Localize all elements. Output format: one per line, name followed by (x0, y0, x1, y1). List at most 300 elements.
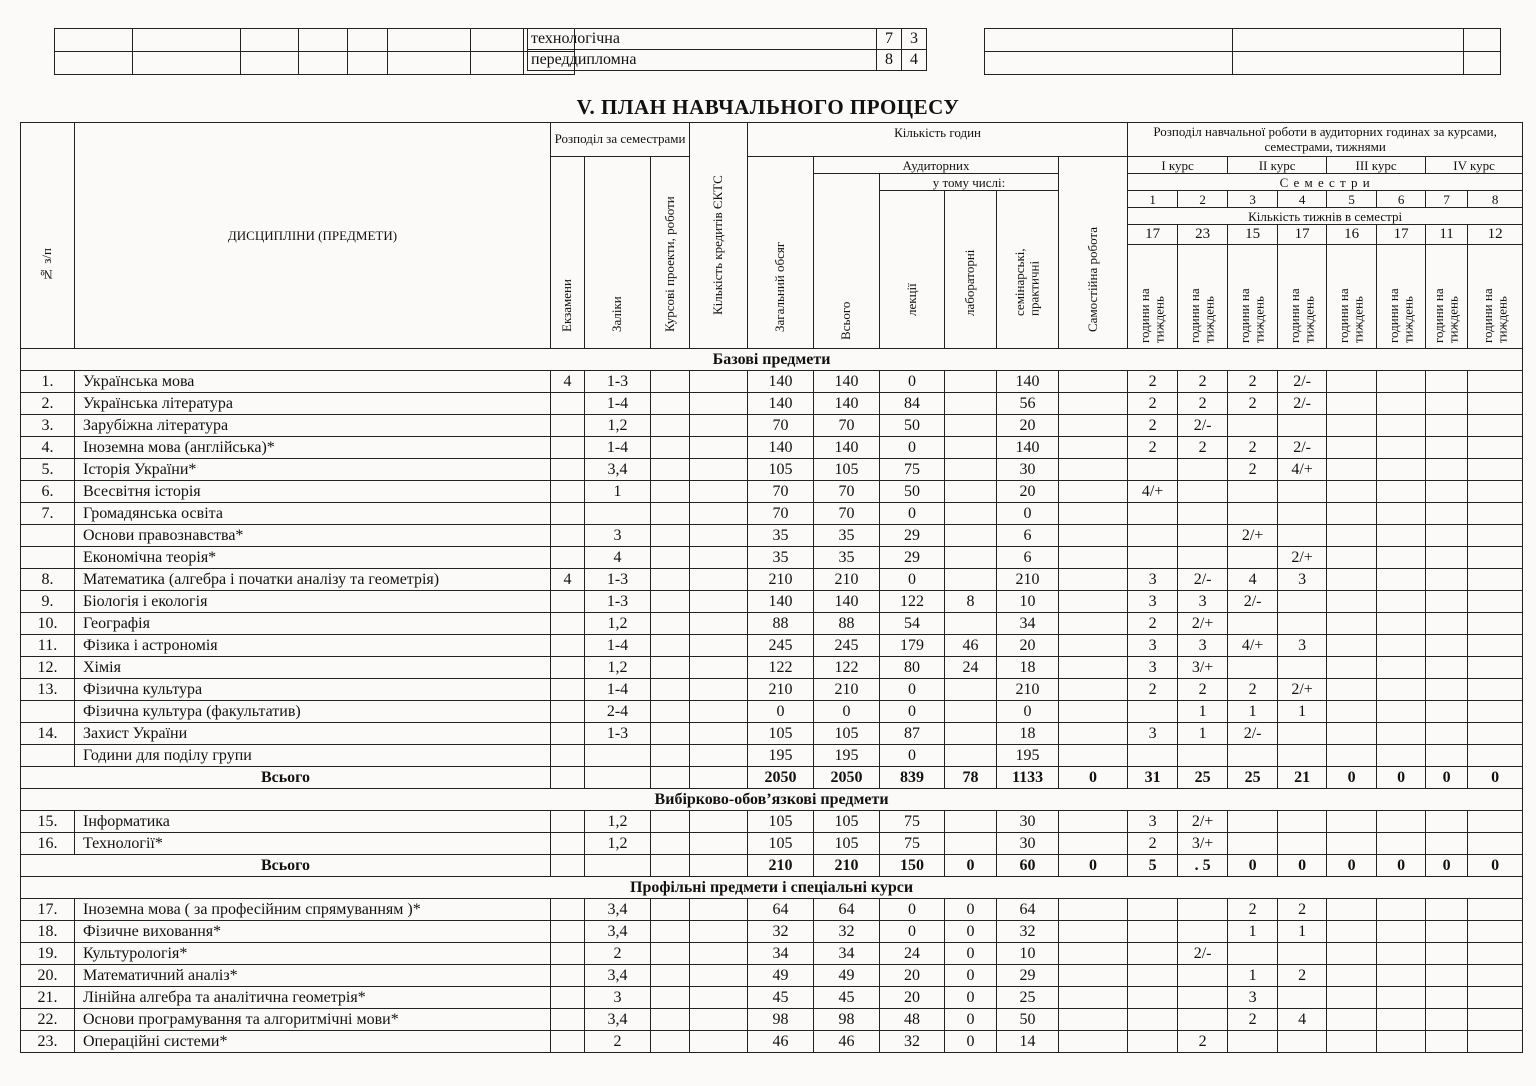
table-cell: 50 (880, 415, 945, 437)
table-cell (1327, 393, 1377, 415)
semester-number: 3 (1228, 191, 1278, 208)
table-cell (945, 525, 997, 547)
table-cell (945, 745, 997, 767)
table-cell: 1 (1178, 723, 1228, 745)
table-cell (1178, 987, 1228, 1009)
table-cell (1327, 811, 1377, 833)
table-cell (1059, 503, 1128, 525)
practice-value: 3 (902, 29, 927, 50)
table-cell: 3 (1128, 723, 1178, 745)
table-cell: 2 (1228, 437, 1278, 459)
table-cell (1128, 921, 1178, 943)
table-cell (1228, 657, 1278, 679)
table-row (21, 415, 1523, 437)
table-cell (1468, 415, 1523, 437)
table-cell (690, 569, 748, 591)
table-cell: 3 (1128, 657, 1178, 679)
table-cell (690, 481, 748, 503)
table-cell (651, 503, 690, 525)
table-cell (945, 613, 997, 635)
table-cell (551, 481, 585, 503)
table-cell (1468, 437, 1523, 459)
table-cell (945, 833, 997, 855)
table-cell: 122 (814, 657, 880, 679)
table-cell (1278, 657, 1327, 679)
table-cell (651, 943, 690, 965)
table-cell (1377, 921, 1426, 943)
disciplines-header: ДИСЦИПЛІНИ (ПРЕДМЕТИ) (75, 123, 551, 349)
table-cell (1228, 613, 1278, 635)
table-cell: 2 (1178, 371, 1228, 393)
table-cell (1377, 547, 1426, 569)
table-cell: 2/- (1228, 723, 1278, 745)
table-cell (1178, 459, 1228, 481)
table-row (21, 679, 1523, 701)
table-cell (551, 965, 585, 987)
table-cell: 1,2 (585, 811, 651, 833)
table-cell: 1-4 (585, 437, 651, 459)
table-cell: 4 (551, 569, 585, 591)
table-cell (1468, 1031, 1523, 1053)
discipline-name: Економічна теорія* (75, 547, 551, 569)
total-volume-header: Загальний обсяг (748, 157, 814, 349)
table-cell: 1,2 (585, 657, 651, 679)
table-cell: 70 (814, 481, 880, 503)
discipline-name: Фізичне виховання* (75, 921, 551, 943)
table-cell (1228, 943, 1278, 965)
table-cell (651, 371, 690, 393)
table-cell (1468, 943, 1523, 965)
table-cell: 32 (814, 921, 880, 943)
table-row (21, 613, 1523, 635)
table-cell (1128, 525, 1178, 547)
table-cell: 32 (880, 1031, 945, 1053)
discipline-name: Основи програмування та алгоритмічні мови* (75, 1009, 551, 1031)
table-cell: 140 (814, 393, 880, 415)
table-cell: 0 (880, 921, 945, 943)
table-row (21, 921, 1523, 943)
table-cell (1426, 415, 1468, 437)
table-cell: 1 (585, 481, 651, 503)
num-header: № з/п (21, 123, 75, 349)
table-cell: 2/- (1278, 393, 1327, 415)
table-cell: 50 (880, 481, 945, 503)
row-number: 22. (21, 1009, 75, 1031)
week-count: 15 (1228, 225, 1278, 245)
table-cell: 0 (1059, 855, 1128, 877)
table-cell (1228, 745, 1278, 767)
table-cell (1426, 459, 1468, 481)
course-header: III курс (1327, 157, 1426, 174)
table-cell: 140 (997, 437, 1059, 459)
table-cell (1228, 1031, 1278, 1053)
table-cell (1278, 833, 1327, 855)
table-cell: 195 (814, 745, 880, 767)
table-cell: 2 (1278, 899, 1327, 921)
table-cell: 140 (748, 591, 814, 613)
labs-header: лабораторні (945, 191, 997, 349)
table-cell (1426, 965, 1468, 987)
table-cell (1059, 591, 1128, 613)
semester-number: 2 (1178, 191, 1228, 208)
table-cell: 4 (1278, 1009, 1327, 1031)
section-row (21, 877, 1523, 899)
table-cell: 78 (945, 767, 997, 789)
table-cell: 3 (1178, 591, 1228, 613)
table-cell (690, 393, 748, 415)
table-cell (1178, 745, 1228, 767)
table-cell (651, 921, 690, 943)
table-cell: 2 (1128, 393, 1178, 415)
table-cell (1426, 1009, 1468, 1031)
discipline-name: Операційні системи* (75, 1031, 551, 1053)
table-cell (690, 635, 748, 657)
row-number: 1. (21, 371, 75, 393)
table-cell: 8 (945, 591, 997, 613)
weeks-label: Кількість тижнів в семестрі (1128, 208, 1523, 225)
table-cell (1327, 591, 1377, 613)
table-cell (1327, 613, 1377, 635)
table-cell (945, 723, 997, 745)
table-cell (690, 745, 748, 767)
table-cell (1059, 811, 1128, 833)
table-cell (1278, 415, 1327, 437)
table-cell (690, 613, 748, 635)
table-cell: 3 (1278, 635, 1327, 657)
discipline-name: Іноземна мова ( за професійним спрямуванням )* (75, 899, 551, 921)
table-row (21, 811, 1523, 833)
table-cell (651, 701, 690, 723)
table-cell (1278, 525, 1327, 547)
hours-header: Кількість годин (748, 123, 1128, 157)
table-cell (1468, 965, 1523, 987)
table-cell: 48 (880, 1009, 945, 1031)
table-cell (1059, 1031, 1128, 1053)
table-cell (651, 679, 690, 701)
table-cell: 2 (1178, 679, 1228, 701)
table-cell (1278, 1031, 1327, 1053)
table-cell: 29 (880, 547, 945, 569)
table-cell: 4 (551, 371, 585, 393)
table-cell (1327, 569, 1377, 591)
top-right-grid (984, 28, 1501, 75)
table-cell: 0 (1327, 855, 1377, 877)
table-cell: 70 (748, 503, 814, 525)
section-title: Профільні предмети і спеціальні курси (21, 877, 1523, 899)
table-cell (945, 569, 997, 591)
table-cell (1377, 833, 1426, 855)
table-cell (1059, 701, 1128, 723)
table-cell (651, 855, 690, 877)
table-cell (1426, 393, 1468, 415)
table-cell (1128, 701, 1178, 723)
table-cell (651, 1031, 690, 1053)
semester-number: 5 (1327, 191, 1377, 208)
table-cell (1228, 415, 1278, 437)
table-cell: 3 (1128, 569, 1178, 591)
table-cell: 3/+ (1178, 833, 1228, 855)
table-row (21, 525, 1523, 547)
table-cell (1377, 723, 1426, 745)
table-cell: 140 (997, 371, 1059, 393)
table-cell: 0 (1228, 855, 1278, 877)
table-cell (1178, 1009, 1228, 1031)
table-cell: 98 (748, 1009, 814, 1031)
table-cell (1468, 833, 1523, 855)
table-cell (1426, 811, 1468, 833)
table-cell: 2/- (1178, 943, 1228, 965)
table-cell: 3,4 (585, 899, 651, 921)
table-cell (1327, 459, 1377, 481)
discipline-name: Фізична культура (75, 679, 551, 701)
table-cell (690, 899, 748, 921)
row-number: 2. (21, 393, 75, 415)
week-count: 16 (1327, 225, 1377, 245)
table-cell (1059, 987, 1128, 1009)
row-number: 5. (21, 459, 75, 481)
table-cell: 4 (585, 547, 651, 569)
table-cell: 4/+ (1228, 635, 1278, 657)
table-cell (651, 833, 690, 855)
discipline-name: Технології* (75, 833, 551, 855)
table-cell: 2/- (1278, 371, 1327, 393)
table-cell: 2/+ (1178, 811, 1228, 833)
table-cell: 2/- (1278, 437, 1327, 459)
table-cell (1128, 1009, 1178, 1031)
discipline-name: Фізика і астрономія (75, 635, 551, 657)
table-cell (690, 965, 748, 987)
table-row (21, 547, 1523, 569)
discipline-name: Історія України* (75, 459, 551, 481)
table-cell (1327, 723, 1377, 745)
total-label: Всього (21, 855, 551, 877)
table-cell (1059, 745, 1128, 767)
table-cell (1377, 1031, 1426, 1053)
table-cell (1228, 833, 1278, 855)
table-cell: . 5 (1178, 855, 1228, 877)
table-cell (1377, 371, 1426, 393)
table-cell: 2 (1228, 393, 1278, 415)
per-week-header: години на тиждень (1178, 245, 1228, 349)
table-cell (1377, 613, 1426, 635)
table-cell (1468, 613, 1523, 635)
table-cell: 0 (1377, 855, 1426, 877)
table-cell (1426, 921, 1468, 943)
per-week-header: години на тиждень (1426, 245, 1468, 349)
table-cell (1059, 657, 1128, 679)
semesters-label: С е м е с т р и (1128, 174, 1523, 191)
discipline-name: Іноземна мова (англійська)* (75, 437, 551, 459)
table-cell: 80 (880, 657, 945, 679)
table-cell (1059, 965, 1128, 987)
table-cell (1426, 723, 1468, 745)
table-cell: 0 (880, 679, 945, 701)
table-cell (1128, 503, 1178, 525)
table-cell: 2 (585, 1031, 651, 1053)
table-cell: 1-4 (585, 635, 651, 657)
discipline-name: Основи правознавства* (75, 525, 551, 547)
table-cell (1278, 943, 1327, 965)
curriculum-table (20, 122, 1523, 1053)
table-cell (1377, 657, 1426, 679)
table-cell: 1-4 (585, 393, 651, 415)
table-cell: 140 (814, 371, 880, 393)
top-left-grid (54, 28, 575, 75)
table-row (21, 635, 1523, 657)
table-cell: 2 (1128, 613, 1178, 635)
table-cell (651, 415, 690, 437)
table-cell: 0 (1426, 767, 1468, 789)
table-cell (1059, 943, 1128, 965)
table-cell: 49 (748, 965, 814, 987)
table-cell (1426, 569, 1468, 591)
table-cell (945, 503, 997, 525)
table-cell: 35 (814, 547, 880, 569)
table-cell (945, 393, 997, 415)
table-cell: 3 (585, 525, 651, 547)
table-cell (1178, 525, 1228, 547)
table-cell: 2 (1178, 1031, 1228, 1053)
table-cell: 0 (880, 371, 945, 393)
table-cell (1178, 965, 1228, 987)
table-cell (690, 833, 748, 855)
table-cell (1059, 481, 1128, 503)
discipline-name: Лінійна алгебра та аналітична геометрія* (75, 987, 551, 1009)
table-cell: 2/- (1178, 569, 1228, 591)
table-cell (551, 943, 585, 965)
table-cell: 70 (748, 481, 814, 503)
table-row (21, 723, 1523, 745)
table-cell (551, 657, 585, 679)
table-cell (690, 811, 748, 833)
table-cell (1128, 745, 1178, 767)
semester-dist-header: Розподіл за семестрами (551, 123, 690, 157)
table-cell (1426, 657, 1468, 679)
table-cell (551, 503, 585, 525)
table-cell (1278, 481, 1327, 503)
table-cell (1377, 745, 1426, 767)
row-number: 19. (21, 943, 75, 965)
table-cell (1426, 591, 1468, 613)
table-cell (690, 459, 748, 481)
row-number: 20. (21, 965, 75, 987)
table-cell: 31 (1128, 767, 1178, 789)
table-cell (1059, 635, 1128, 657)
table-cell: 10 (997, 943, 1059, 965)
table-cell (1327, 965, 1377, 987)
table-cell: 0 (945, 1009, 997, 1031)
table-cell (651, 965, 690, 987)
table-cell: 0 (814, 701, 880, 723)
table-cell: 20 (997, 635, 1059, 657)
table-cell (1426, 503, 1468, 525)
table-cell: 98 (814, 1009, 880, 1031)
row-number: 17. (21, 899, 75, 921)
table-cell: 4 (1228, 569, 1278, 591)
semester-number: 4 (1278, 191, 1327, 208)
week-count: 11 (1426, 225, 1468, 245)
table-cell: 210 (814, 855, 880, 877)
per-week-header: години на тиждень (1278, 245, 1327, 349)
ects-header: Кількість кредитів ЄКТС (690, 123, 748, 349)
table-cell: 70 (814, 503, 880, 525)
tests-header: Заліки (585, 157, 651, 349)
table-cell (1327, 481, 1377, 503)
table-cell (1426, 701, 1468, 723)
table-cell (690, 723, 748, 745)
table-cell (1278, 723, 1327, 745)
distribution-header: Розподіл навчальної роботи в аудиторних годинах за курсами, семестрами, тижнями (1128, 123, 1523, 157)
table-cell: 210 (997, 679, 1059, 701)
table-cell: 64 (997, 899, 1059, 921)
table-cell (1327, 525, 1377, 547)
course-header: IV курс (1426, 157, 1523, 174)
course-header: I курс (1128, 157, 1228, 174)
table-cell: 140 (748, 393, 814, 415)
table-cell (551, 635, 585, 657)
table-cell (1377, 987, 1426, 1009)
table-cell: 0 (1468, 855, 1523, 877)
page-title: V. ПЛАН НАВЧАЛЬНОГО ПРОЦЕСУ (576, 95, 960, 119)
table-cell (1426, 635, 1468, 657)
table-cell (1059, 415, 1128, 437)
table-cell (651, 657, 690, 679)
table-cell: 29 (880, 525, 945, 547)
table-cell (651, 723, 690, 745)
table-row (21, 899, 1523, 921)
table-cell (945, 415, 997, 437)
table-cell (945, 437, 997, 459)
table-row (21, 371, 1523, 393)
discipline-name: Зарубіжна література (75, 415, 551, 437)
table-cell: 88 (748, 613, 814, 635)
table-cell (1468, 481, 1523, 503)
table-cell (1426, 745, 1468, 767)
table-cell (1228, 811, 1278, 833)
table-row (21, 569, 1523, 591)
table-row (21, 701, 1523, 723)
table-cell: 0 (880, 569, 945, 591)
table-cell: 105 (748, 833, 814, 855)
table-cell (1468, 393, 1523, 415)
table-cell: 0 (945, 855, 997, 877)
table-cell (651, 635, 690, 657)
table-cell (551, 591, 585, 613)
table-cell (651, 569, 690, 591)
self-work-header: Самостійна робота (1059, 157, 1128, 349)
table-cell (1178, 921, 1228, 943)
table-cell: 2 (1128, 371, 1178, 393)
table-cell (1327, 547, 1377, 569)
table-cell: 0 (1377, 767, 1426, 789)
row-number: 13. (21, 679, 75, 701)
table-cell: 1 (1278, 701, 1327, 723)
table-cell: 0 (1468, 767, 1523, 789)
row-number: 10. (21, 613, 75, 635)
table-cell (1377, 591, 1426, 613)
table-cell: 2 (585, 943, 651, 965)
table-cell (1059, 1009, 1128, 1031)
table-cell (551, 1009, 585, 1031)
table-cell (651, 1009, 690, 1031)
table-row (21, 657, 1523, 679)
table-cell: 1-3 (585, 723, 651, 745)
table-cell (1059, 679, 1128, 701)
table-cell: 1,2 (585, 415, 651, 437)
table-cell: 3 (1228, 987, 1278, 1009)
row-number: 12. (21, 657, 75, 679)
row-number: 11. (21, 635, 75, 657)
